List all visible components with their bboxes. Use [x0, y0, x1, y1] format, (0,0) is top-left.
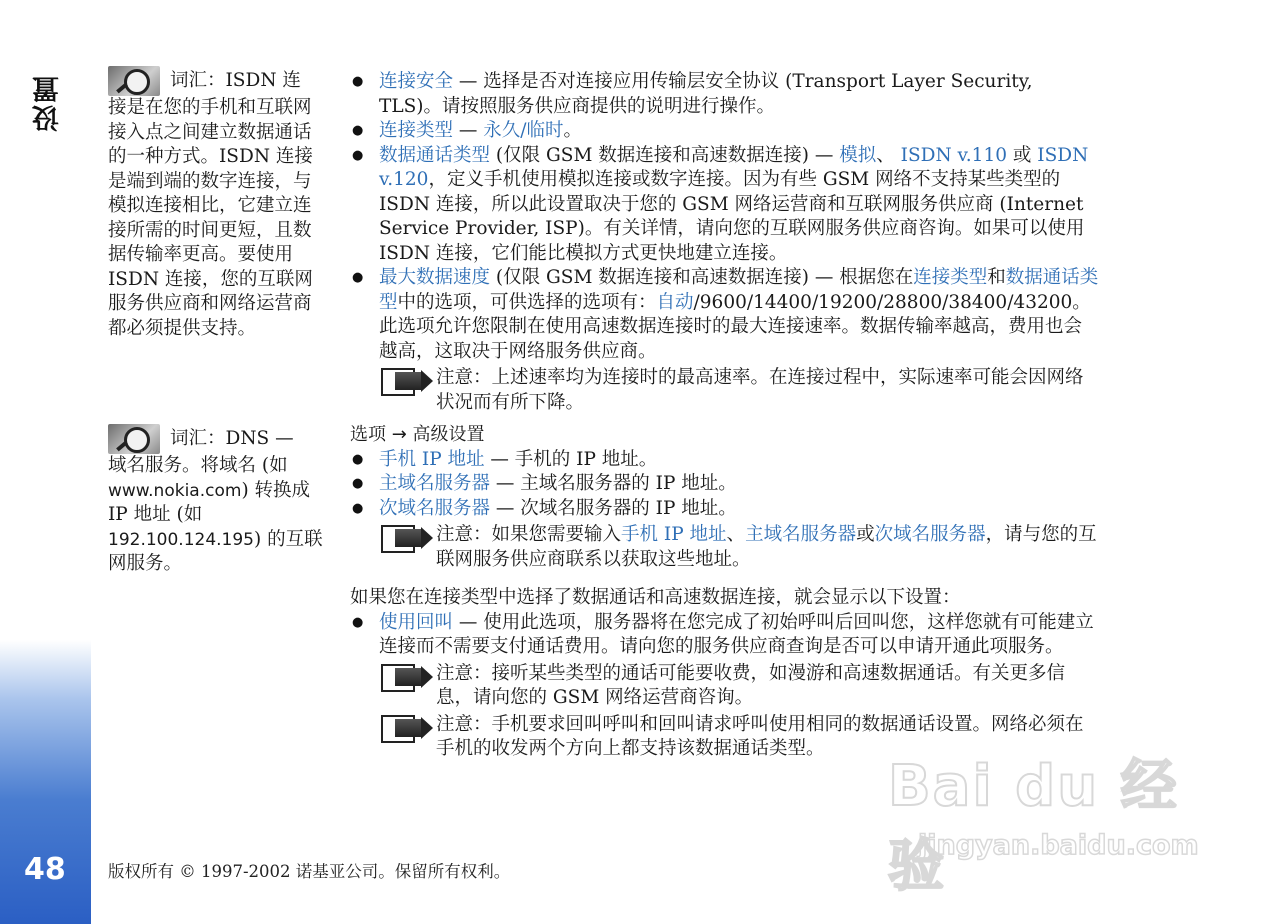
setting-option: 模拟 [839, 144, 877, 166]
note-arrow-icon [381, 525, 433, 551]
sidenote-label: 词汇：ISDN 连 [170, 69, 301, 91]
sidenote-label: 词汇：DNS — [170, 427, 294, 449]
setting-name: 连接安全 [379, 71, 454, 92]
page-number: 48 [24, 852, 66, 887]
setting-option: ISDN v.120 [379, 144, 1089, 190]
list-item [350, 70, 1100, 119]
watermark-text: Bai du 经验 [888, 754, 1179, 899]
list-item [350, 497, 1100, 522]
punctuation: 、 [876, 144, 901, 166]
note-arrow-icon [381, 664, 433, 690]
copyright-footer: 版权所有 © 1997-2002 诺基亚公司。保留所有权利。 [108, 862, 511, 881]
list-item [350, 266, 1100, 364]
setting-description: — 使用此选项，服务器将在您完成了初始呼叫后回叫您，这样您就有可能建立连接而不需要支付通话费用。请向您的服务供应商查询是否可以申请开通此项服务。 [379, 611, 1094, 657]
setting-name: 数据通话类型 [379, 144, 491, 166]
sidenote-isdn [108, 66, 326, 341]
punctuation: 。 [563, 120, 583, 141]
main-content [350, 70, 1100, 762]
list-item [350, 611, 1100, 660]
conjunction: 或 [1007, 144, 1038, 166]
punctuation: 、 [726, 524, 746, 545]
list-item [350, 119, 1100, 144]
setting-reference: 数据通话类型 [379, 267, 1099, 313]
sidenote-text [108, 454, 326, 577]
advanced-settings-heading: 选项 → 高级设置 [350, 424, 485, 445]
watermark-url: jingyan.baidu.com [918, 830, 1199, 861]
note [350, 523, 1100, 572]
setting-name: 最大数据速度 [379, 267, 491, 288]
sidenote-text-part: ) 转换成 IP 地址 (如 [108, 479, 311, 525]
setting-description: ，定义手机使用模拟连接或数字连接。因为有些 GSM 网络不支持某些类型的 ISDN 连接，所以此设置取决于您的 GSM 网络运营商和互联网服务供应商 (Internet Service Provider, ISP)。有关详情，请向您的互联网服务供应商咨询。如果可以使用 ISDN 连接，它们能比模拟方式更快地建立连接。 [379, 169, 1085, 264]
list-item [350, 144, 1100, 267]
note-text: 注意：接听某些类型的通话可能要收费，如漫游和高速数据通话。有关更多信息，请向您的 GSM 网络运营商咨询。 [436, 662, 1066, 708]
setting-option: 自动 [656, 291, 694, 313]
note [350, 662, 1100, 711]
setting-description: (仅限 GSM 数据连接和高速数据连接) — 根据您在 [490, 267, 914, 288]
setting-description: — 选择是否对连接应用传输层安全协议 (Transport Layer Security, TLS)。请按照服务供应商提供的说明进行操作。 [379, 71, 1033, 117]
setting-option: 永久/临时 [483, 120, 564, 141]
note-text: 注意：如果您需要输入 [436, 524, 622, 545]
setting-option: ISDN v.110 [900, 144, 1007, 166]
setting-name: 次域名服务器 [379, 497, 491, 519]
list-item [350, 472, 1100, 497]
setting-description: 中的选项，可供选择的选项有： [397, 291, 657, 313]
section-title: 设置 [33, 74, 64, 132]
setting-name: 主域名服务器 [379, 473, 491, 494]
setting-description: — 次域名服务器的 IP 地址。 [490, 497, 737, 519]
sidenote-text: 接是在您的手机和互联网接入点之间建立数据通话的一种方式。ISDN 连接是端到端的数字连接，与模拟连接相比，它建立连接所需的时间更短，且数据传输率更高。要使用 ISDN 连接，您的互联网服务供应商和网络运营商都必须提供支持。 [108, 97, 313, 339]
setting-reference: 次域名服务器 [874, 524, 986, 545]
setting-name: 使用回叫 [379, 611, 454, 633]
setting-name: 手机 IP 地址 [379, 448, 485, 470]
left-sidebar-bar [0, 0, 91, 924]
note-text: 注意：上述速率均为连接时的最高速率。在连接过程中，实际速率可能会因网络状况而有所下降。 [436, 367, 1084, 413]
setting-description: /9600/14400/19200/28800/38400/43200。此选项允许您限制在使用高速数据连接时的最大连接速率。数据传输率越高，费用也会越高，这取决于网络服务供应商。 [379, 291, 1091, 362]
note-arrow-icon [381, 368, 433, 394]
callback-intro: 如果您在连接类型中选择了数据通话和高速数据连接，就会显示以下设置： [350, 587, 961, 608]
magnifier-icon [108, 424, 160, 454]
sidenote-example-domain: www.nokia.com [108, 480, 242, 501]
sidenote-text-part: 域名服务。将域名 (如 [108, 455, 288, 476]
setting-reference: 连接类型 [913, 267, 988, 288]
note [350, 366, 1100, 415]
setting-name: 连接类型 [379, 120, 454, 141]
list-item [350, 448, 1100, 473]
sidenote-example-ip: 192.100.124.195 [108, 529, 255, 550]
note-text: 注意：手机要求回叫呼叫和回叫请求呼叫使用相同的数据通话设置。网络必须在手机的收发两个方向上都支持该数据通话类型。 [436, 713, 1084, 759]
setting-reference: 手机 IP 地址 [621, 524, 727, 545]
setting-reference: 主域名服务器 [745, 524, 857, 545]
setting-description: — 手机的 IP 地址。 [484, 448, 658, 470]
setting-description: (仅限 GSM 数据连接和高速数据连接) — [490, 144, 840, 166]
sidenote-text-part: ) 的互联网服务。 [108, 528, 323, 574]
magnifier-icon [108, 66, 160, 96]
note [350, 713, 1100, 762]
sidenote-dns [108, 424, 326, 577]
setting-description: — 主域名服务器的 IP 地址。 [490, 473, 737, 494]
note-text: ，请与您的互联网服务供应商联系以获取这些地址。 [436, 524, 1097, 570]
note-arrow-icon [381, 715, 433, 741]
conjunction: 或 [856, 524, 875, 545]
conjunction: 和 [987, 267, 1006, 288]
separator: — [453, 120, 484, 141]
